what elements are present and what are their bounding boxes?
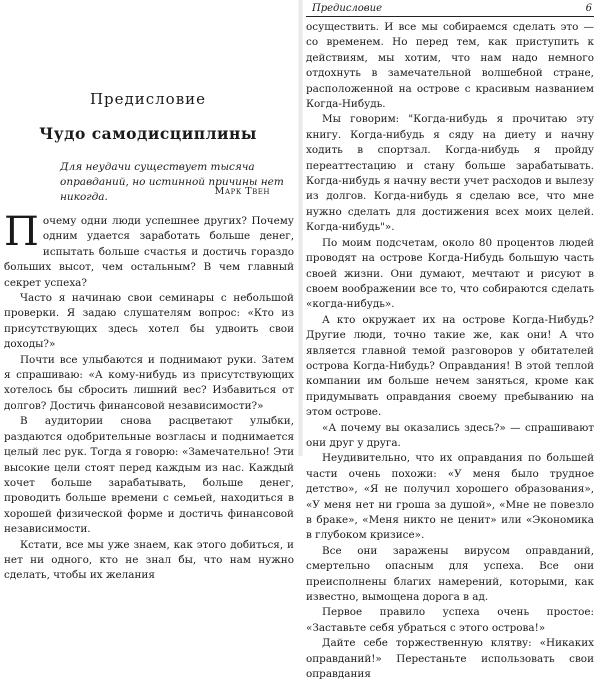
paragraph <box>4 209 294 291</box>
left-page <box>0 0 296 582</box>
epigraph-text: Для неудачи существует тысяча оправданий, но истинной причины нет никогда. <box>60 161 284 203</box>
drop-cap: П <box>4 209 39 255</box>
paragraph: Мы говорим: "Когда-нибудь я прочитаю эту книгу. Когда-нибудь я сяду на диету и начну ходить в спортзал. Когда-нибудь я пройду переаттестацию и стану больше зарабатывать. Когда-нибудь я начну вести учет расходов и вылезу из долгов. Когда-нибудь я сделаю все, что мне нужно сделать для достижения всех моих целей. Когда-нибудь"». <box>306 113 594 234</box>
paragraph: Кстати, все мы уже знаем, как этого добиться, и нет ни одного, кто не знал бы, что нам нужно сделать, чтобы их желания <box>4 538 294 582</box>
paragraph: Почти все улыбаются и поднимают руки. Затем я спрашиваю: «А кому-нибудь из присутствующих хотелось бы сбросить лишний вес? Избавиться от долгов? Достичь финансовой независимости?» <box>4 353 294 412</box>
page-number: 6 <box>585 3 592 14</box>
paragraph: Все они заражены вирусом оправданий, смертельно опасным для успеха. Все они преисполнены благих намерений, которыми, как известно, вымощена дорога в ад. <box>306 544 594 604</box>
chapter-title: Чудо самодисциплины <box>39 124 257 143</box>
running-head <box>306 2 594 17</box>
running-head-title: Предисловие <box>312 3 382 14</box>
epigraph-author: Марк Твен <box>214 186 270 197</box>
right-body-text <box>306 20 594 682</box>
paragraph: А кто окружает их на острове Когда-Нибудь? Другие люди, точно такие же, как они! А что является главной темой разговоров у обитателей острова Когда-Нибудь? Оправдания! В этой теплой компании им больше нечем заняться, кроме как придумывать оправдания своему пребыванию на этом острове. <box>306 313 594 419</box>
paragraph: осуществить. И все мы собираемся сделать это — со временем. Но перед тем, как приступить к действиям, мы хотим, что нам надо немного отдохнуть в замечательной волшебной стране, расположенной на острове с красивым названием Когда-Нибудь. <box>306 21 594 111</box>
paragraph: Часто я начинаю свои семинары с небольшой проверки. Я задаю слушателям вопрос: «Кто из присутствующих здесь хотел бы удвоить свои доходы?» <box>4 292 294 351</box>
book-gutter <box>298 0 303 456</box>
paragraph: «А почему вы оказались здесь?» — спрашивают они друг у друга. <box>306 421 594 449</box>
left-body-text <box>4 209 294 584</box>
right-page <box>304 0 596 681</box>
paragraph: Неудивительно, что их оправдания по большей части очень похожи: «У меня было трудное детство», «Я не получил хорошего образования», «У меня нет ни гроша за душой», «Мне не повезло в браке», «Меня никто не ценит» или «Экономика в глубоком кризисе». <box>306 452 594 542</box>
paragraph: Дайте себе торжественную клятву: «Никаких оправданий!» Перестаньте использовать свои оправдания <box>306 637 594 681</box>
paragraph: Первое правило успеха очень простое: «Заставьте себя убраться с этого острова!» <box>306 606 594 634</box>
paragraph-text: очему одни люди успешнее других? Почему одним удается заработать больше денег, испытать больше счастья и достичь гораздо больших высот, чем остальным? В чем главный секрет успеха? <box>4 215 294 289</box>
paragraph: В аудитории снова расцветают улыбки, раздаются одобрительные возгласы и поднимается целый лес рук. Тогда я говорю: «Замечательно! Эти высокие цели стоят перед каждым из нас. Каждый хочет больше зарабатывать, больше денег, проводить больше времени с семьей, находиться в хорошей физической форме и достичь финансовой независимости. <box>4 415 294 536</box>
chapter-heading: Предисловие <box>89 90 207 108</box>
paragraph: По моим подсчетам, около 80 процентов людей проводят на острове Когда-Нибудь большую часть своей жизни. Они думают, мечтают и рисуют в своем воображении все то, что собираются сделать «когда-нибудь». <box>306 236 594 311</box>
